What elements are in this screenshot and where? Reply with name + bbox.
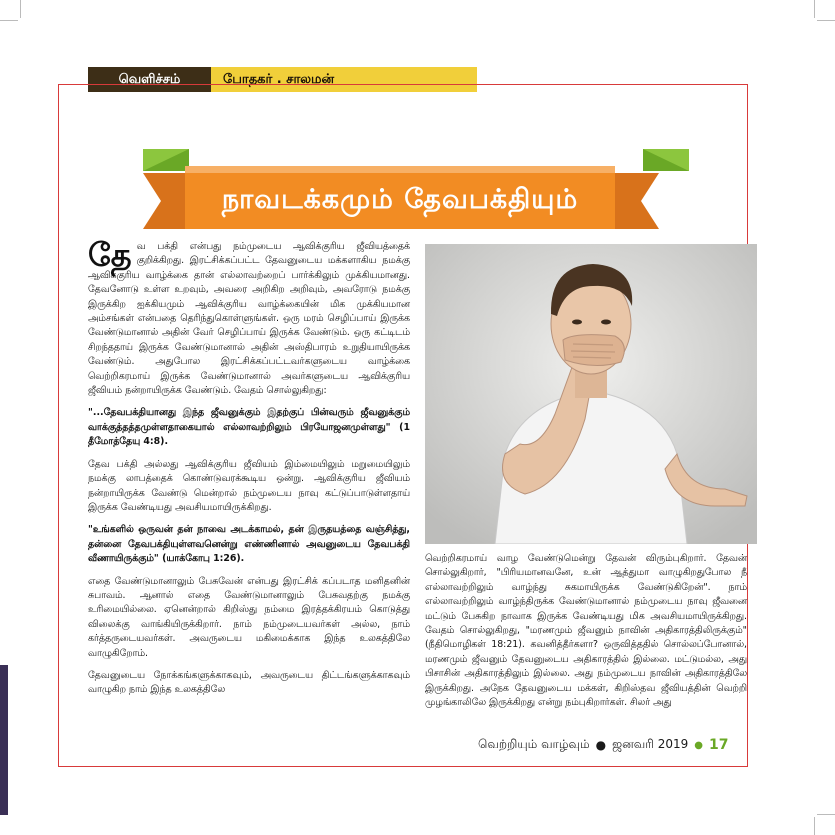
bullet-icon: ● xyxy=(694,739,703,751)
crop-mark xyxy=(20,0,21,18)
issue-date: ஜனவரி 2019 xyxy=(612,737,689,751)
banner-body xyxy=(185,173,615,229)
paragraph: எதை வேண்டுமானாலும் பேசுவேன் என்பது இரட்சிக் கப்படாத மனிதனின் சுபாவம். ஆனால் எதை வேண்டுமானாலும் பேசுவதற்கு நமக்கு உரிமையில்லை. ஏனென்றால் கிறிஸ்து நம்மை இரத்தக்கிரயம் கொடுத்து விலைக்கு வாங்கியிருக்கிறார். நாம் நம்முடையவர்கள் அல்ல, நாம் கர்த்தருடையவர்கள். அவருடைய மகிமைக்காக இந்த உலகத்திலே வாழுகிறோம். xyxy=(88,575,410,659)
article-title: நாவடக்கமும் தேவபக்தியும் xyxy=(221,183,579,215)
paragraph: வெற்றிகரமாய் வாழ வேண்டுமென்று தேவன் விரும்புகிறார். தேவன் சொல்லுகிறார், "பிரியமானவனே, உன் ஆத்துமா வாழுகிறதுபோல நீ எல்லாவற்றிலும் வாழ்ந்து சுகமாயிருக்க வேண்டுகிறேன்". நாம் எல்லாவற்றிலும் வாழ்ந்திருக்க வேண்டுமானால் நம்முடைய நாவு ஜீவனை மட்டும் பேசுகிற நாவாக இருக்க வேண்டியது மிக அவசியமாயிருக்கிறது. வேதம் சொல்லுகிறது, "மரணமும் ஜீவனும் நாவின் அதிகாரத்திலிருக்கும்" (நீதிமொழிகள் 18:21). கவனித்தீர்களா? ஒருவித்ததில் சொல்லப்போனால், மரணமும் ஜீவனும் தேவனுடைய அதிகாரத்தில் இல்லை. மட்டுமல்ல, அது பிசாசின் அதிகாரத்திலும் இல்லை. அது நம்முடைய நாவின் அதிகாரத்திலே இருக்கிறது. அநேக தேவனுடைய மக்கள், கிறிஸ்தவ ஜீவியத்தின் வெற்றி முழங்காலிலே இருக்கிறது என்று நம்புகிறார்கள். சிலர் அது xyxy=(425,553,747,709)
crop-mark xyxy=(0,20,18,21)
page-footer xyxy=(478,737,728,753)
crop-mark xyxy=(817,814,835,815)
article-photo xyxy=(425,244,757,544)
man-covering-mouth-illustration xyxy=(425,244,757,544)
scripture-quote: "...தேவபக்தியானது இந்த ஜீவனுக்கும் இதற்குப் பின்வரும் ஜீவனுக்கும் வாக்குத்தத்தமுள்ளதாகையால் எல்லாவற்றிலும் பிரயோஜனமுள்ளது" (1 தீமோத்தேயு 4:8). xyxy=(88,407,410,448)
banner-stripe xyxy=(185,166,615,173)
crop-mark xyxy=(817,20,835,21)
paragraph: தேவ பக்தி அல்லது ஆவிக்குரிய ஜீவியம் இம்மையிலும் மறுமையிலும் நமக்கு லாபத்தைக் கொண்டுவரக்கூடிய ஒன்று. ஆவிக்குரிய ஜீவியம் நன்றாயிருக்க வேண்டு மென்றால் நம்முடைய நாவு கட்டுப்பாடுள்ளதாய் இருக்க வேண்டியது அவசியமாயிருக்கிறது. xyxy=(88,458,410,513)
crop-mark xyxy=(814,0,815,18)
drop-cap: தே xyxy=(88,236,132,274)
crop-mark xyxy=(814,817,815,835)
article-column-right xyxy=(425,552,747,710)
author-tag: போதகர் . சாலமன் xyxy=(211,67,477,92)
magazine-name: வெற்றியும் வாழ்வும் xyxy=(478,737,590,751)
paragraph xyxy=(88,236,410,398)
section-tag: வெளிச்சம் xyxy=(88,67,211,92)
scripture-quote: "உங்களில் ஒருவன் தன் நாவை அடக்காமல், தன் இருதயத்தை வஞ்சித்து, தன்னை தேவபக்தியுள்ளவனென்று எண்ணினால் அவனுடைய தேவபக்தி வீணாயிருக்கும்" (யாக்கோபு 1:26). xyxy=(88,524,410,565)
paragraph-text: வ பக்தி என்பது நம்முடைய ஆவிக்குரிய ஜீவியத்தைக் குறிக்கிறது. இரட்சிக்கப்பட்ட தேவனுடைய மக்களாகிய நமக்கு ஆவிக்குரிய வாழ்க்கை தான் எல்லாவற்றைப் பார்க்கிலும் முக்கியமானது. தேவனோடு உள்ள உறவும், அவரை அறிகிற அறிவும், அவரோடு நமக்கு இருக்கிற ஐக்கியமும் ஆவிக்குரிய வாழ்க்கையின் மிக முக்கியமான அம்சங்கள் என்பதை தெரிந்துகொள்ளுங்கள். ஒரு மரம் செழிப்பாய் இருக்க வேண்டுமானால் அதின் வேர் செழிப்பாய் இருக்க வேண்டும். ஒரு கட்டிடம் சிறந்ததாய் இருக்க வேண்டுமானால் அதின் அஸ்திபாரம் உறுதியாயிருக்க வேண்டும். அதுபோல இரட்சிக்கப்பட்டவர்களுடைய வாழ்க்கை வெற்றிகரமாய் இருக்க வேண்டுமானால் அவர்களுடைய ஆவிக்குரிய ஜீவியம் நன்றாயிருக்க வேண்டும். வேதம் சொல்லுகிறது: xyxy=(88,241,410,397)
paragraph: தேவனுடைய நோக்கங்களுக்காகவும், அவருடைய திட்டங்களுக்காகவும் வாழுகிற நாம் இந்த உலகத்திலே xyxy=(88,669,410,696)
title-banner xyxy=(143,143,743,243)
side-color-bar xyxy=(0,665,8,815)
article-column-left xyxy=(88,236,410,706)
bullet-icon: ● xyxy=(595,738,607,752)
page-number: 17 xyxy=(708,737,729,753)
